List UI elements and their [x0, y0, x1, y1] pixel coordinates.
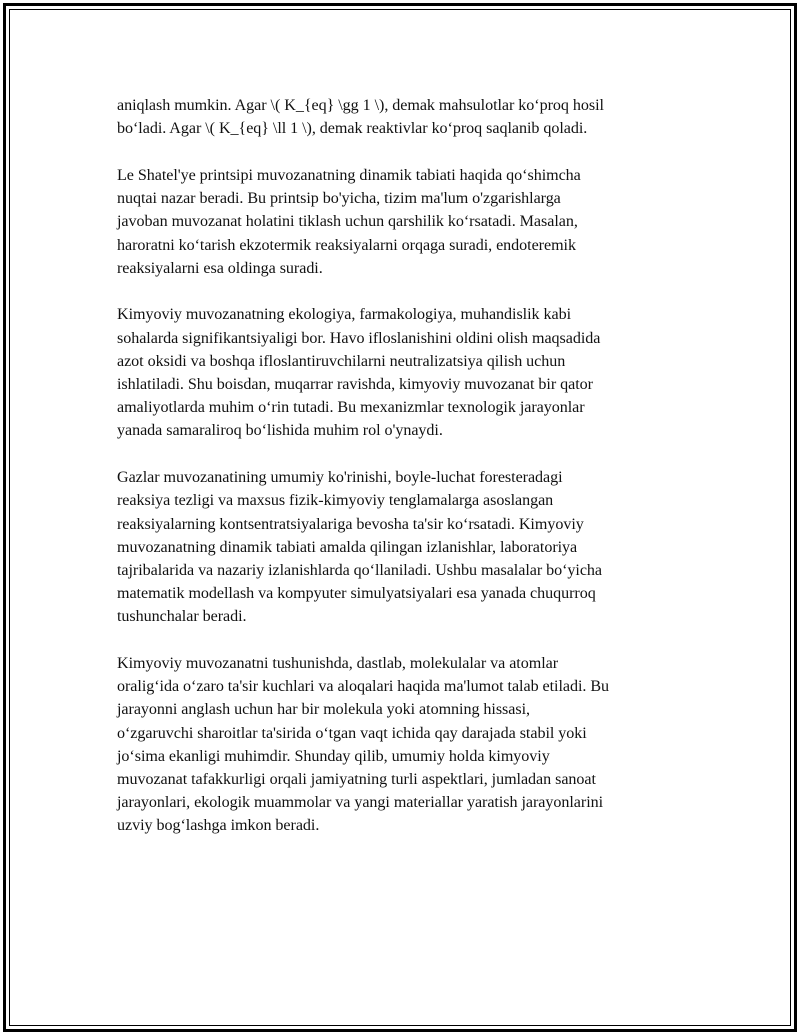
paragraph-molecular-understanding: Kimyoviy muvozanatni tushunishda, dastlab, molekulalar va atomlar oralig‘ida o‘zaro ta'sir kuchlari va aloqalari haqida ma'lumot talab etiladi. Bu jarayonni anglash uchun har bir molekula yoki atomning hissasi, o‘zgaruvchi sharoitlar ta'sirida o‘tgan vaqt ichida qay darajada stabil yoki jo‘sima ekanligi muhimdir. Shunday qilib, umumiy holda kimyoviy muvozanat tafakkurligi orqali jamiyatning turli aspektlari, jumladan sanoat jarayonlari, ekologik muammolar va yangi materiallar yaratish jarayonlarini uzviy bog‘lashga imkon beradi. — [117, 655, 610, 835]
paragraph-le-chatelier: Le Shatel'ye printsipi muvozanatning dinamik tabiati haqida qo‘shimcha nuqtai nazar beradi. Bu printsip bo'yicha, tizim ma'lum o'zgarishlarga javoban muvozanat holatini tiklash uchun qarshilik ko‘rsatadi. Masalan, haroratni ko‘tarish ekzotermik reaksiyalarni orqaga suradi, endoteremik reaksiyalarni esa oldinga suradi. — [117, 166, 581, 277]
document-body — [117, 94, 697, 861]
paragraph-gas-equilibrium: Gazlar muvozanatining umumiy ko'rinishi, boyle-luchat foresteradagi reaksiya tezligi va maxsus fizik-kimyoviy tenglamalarga asoslangan reaksiyalarning kontsentratsiyalariga bevosha ta'sir ko‘rsatadi. Kimyoviy muvozanatning dinamik tabiati amalda qilingan izlanishlar, laboratoriya tajribalarida va nazariy izlanishlarda qo‘llaniladi. Ushbu masalalar bo‘yicha matematik modellash va kompyuter simulyatsiyalari esa yanada chuqurroq tushunchalar beradi. — [117, 469, 603, 626]
paragraph-equilibrium-constant: aniqlash mumkin. Agar \( K_{eq} \gg 1 \), demak mahsulotlar ko‘proq hosil bo‘ladi. Agar \( K_{eq} \ll 1 \), demak reaktivlar ko‘proq saqlanib qoladi. — [117, 97, 604, 138]
paragraph-applications: Kimyoviy muvozanatning ekologiya, farmakologiya, muhandislik kabi sohalarda signifikantsiyaligi bor. Havo ifloslanishini oldini olish maqsadida azot oksidi va boshqa ifloslantiruvchilarni neutralizatsiya qilish uchun ishlatiladi. Shu boisdan, muqarrar ravishda, kimyoviy muvozanat bir qator amaliyotlarda muhim o‘rin tutadi. Bu mexanizmlar texnologik jarayonlar yanada samaraliroq bo‘lishida muhim rol o'ynaydi. — [117, 306, 601, 440]
